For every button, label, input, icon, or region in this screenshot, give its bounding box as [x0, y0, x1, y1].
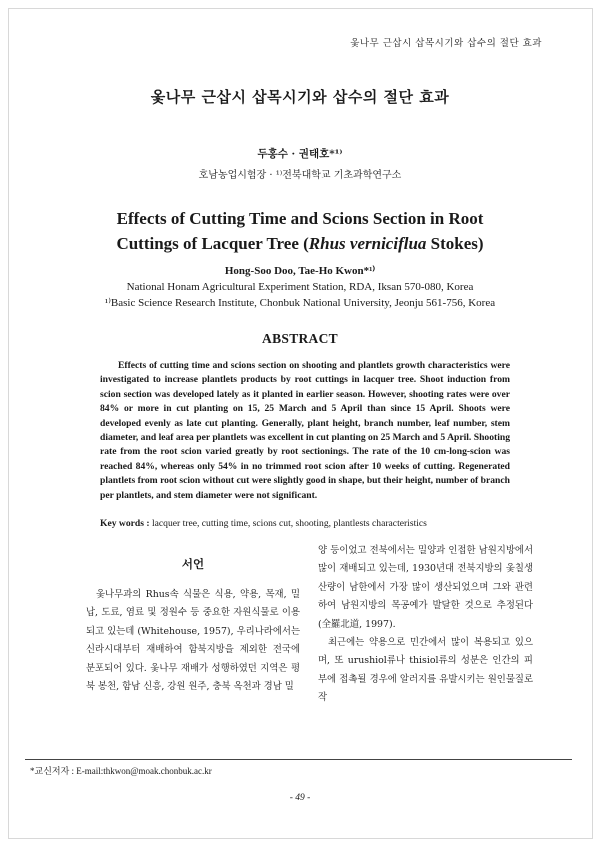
intro-right-paragraph-2: 최근에는 약용으로 민간에서 많이 복용되고 있으며, 또 urushiol류나 thisiol류의 성분은 인간의 피부에 접촉될 경우에 알러지를 유발시키는 원인물질로 작 — [318, 637, 533, 704]
running-head: 옻나무 근삽시 삽목시기와 삽수의 절단 효과 — [350, 38, 542, 49]
korean-title: 옻나무 근삽시 삽목시기와 삽수의 절단 효과 — [150, 88, 450, 106]
page-number: - 49 - — [289, 793, 311, 803]
left-column — [86, 556, 300, 696]
english-title-line1: Effects of Cutting Time and Scions Section in Root — [116, 209, 484, 228]
species-name: Rhus verniciflua — [308, 234, 427, 253]
english-title-prefix: Cuttings of Lacquer Tree ( — [116, 234, 309, 253]
right-column — [318, 542, 533, 708]
intro-right-paragraph-1: 양 등이었고 전북에서는 밀양과 인접한 남원지방에서 많이 재배되고 있는데, 1930년대 전북지방의 옻칠생산량이 남한에서 가장 많이 생산되었으며 그와 관련하여 남원지방의 목공예가 발달한 것으로 추정된다 (全羅北道, 1997). — [318, 545, 533, 630]
abstract-heading: ABSTRACT — [262, 331, 338, 346]
english-affiliation-1: National Honam Agricultural Experiment Station, RDA, Iksan 570-080, Korea — [126, 281, 474, 293]
english-title-line2 — [0, 234, 600, 254]
keywords-text: lacquer tree, cutting time, scions cut, shooting, plantlests characteristics — [151, 518, 427, 529]
corresponding-author-footnote: *교신저자 : E-mail:thkwon@moak.chonbuk.ac.kr — [30, 766, 212, 776]
english-authors: Hong-Soo Doo, Tae-Ho Kwon*¹⁾ — [224, 265, 376, 277]
english-title-suffix: Stokes) — [426, 234, 484, 253]
korean-authors: 두홍수 · 권태호*¹⁾ — [257, 148, 343, 160]
keywords — [100, 518, 520, 529]
english-affiliation-2: ¹⁾Basic Science Research Institute, Chonbuk National University, Jeonju 561-756, Korea — [104, 297, 496, 309]
footnote-divider — [25, 759, 572, 760]
intro-heading: 서언 — [181, 557, 205, 571]
intro-left-paragraph: 옻나무과의 Rhus속 식물은 식용, 약용, 목재, 밀납, 도료, 염료 및 정원수 등 중요한 자원식물로 이용되고 있는데 (Whitehouse, 1957), 우리나라에서는 신라시대부터 재배하여 함북지방을 제외한 전국에 분포되어 있다. 옻나무 재배가 성행하였던 지역은 평북 봉천, 함남 신흥, 강원 원주, 충북 옥천과 경남 밀 — [86, 589, 300, 693]
keywords-label: Key words : — [100, 518, 150, 529]
abstract-body: Effects of cutting time and scions section on shooting and plantlets growth characteristics were investigated to increase plantlets products by root cuttings in lacquer tree. Shoot induction from scion section was developed lately as it planted in earlier season. However, shooting rates were over 84% or more in cut planting on 15, 25 March and 5 April than since 15 April. Shoots were developed evenly as late cut planting. Generally, plant height, branch number, leaf number, stem diameter, and leaf area per plantlets was excellent in cut planting on 25 March and 5 April. Shooting rate from the root scion varied greatly by root sectionings. The rate of the 10 cm-long-scion was reached 84%, whereas only 54% in no trimmed root scion after 10 weeks of cutting. Regenerated plantlets from root scion without cut were slightly good in shape, but their height, number of branch per plantlets, and stem diameter were not significant. — [100, 360, 510, 501]
korean-affiliation: 호남농업시험장 · ¹⁾전북대학교 기초과학연구소 — [198, 170, 402, 181]
